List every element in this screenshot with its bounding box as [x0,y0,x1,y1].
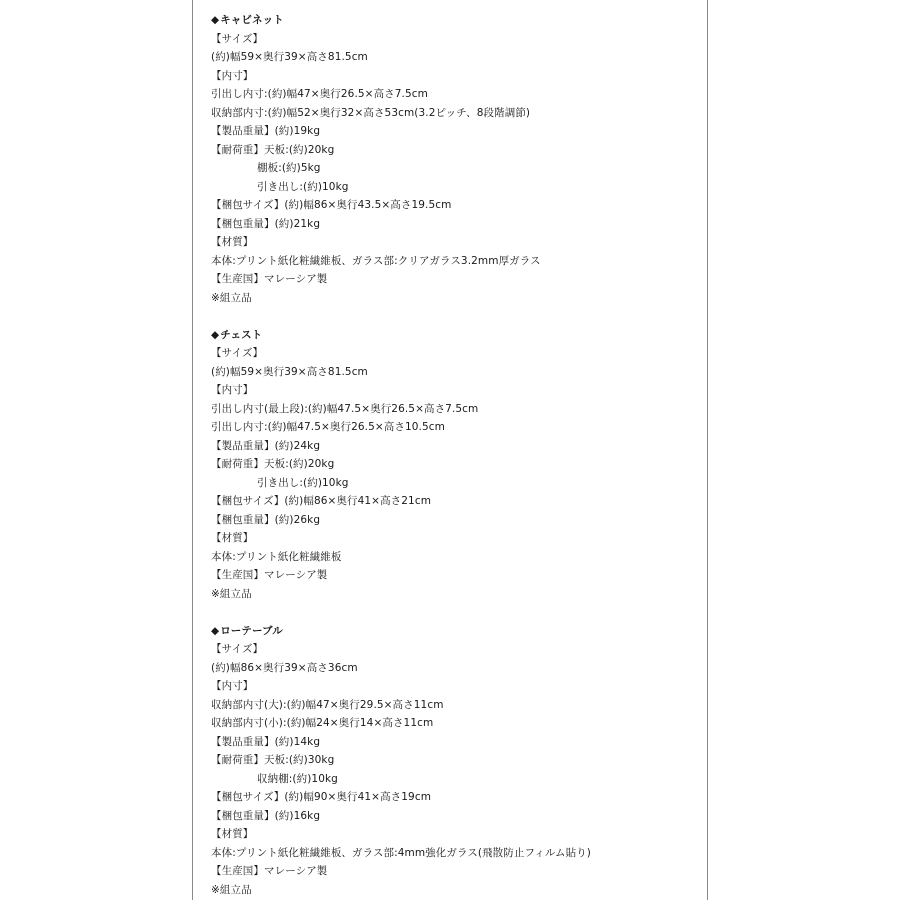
spec-line: 【製品重量】(約)19kg [211,125,321,137]
spec-line: 【梱包重量】(約)26kg [211,513,321,526]
section-title-text: キャビネット [220,14,284,26]
spec-line: 引き出し:(約)10kg [257,476,349,489]
spec-line: 収納部内寸(小):(約)幅24×奥行14×高さ11cm [211,717,434,729]
spec-line: ※組立品 [211,291,252,304]
section-title [211,622,701,641]
spec-line: 【サイズ】 [211,643,264,655]
spec-section [211,622,701,900]
spec-line: 本体:プリント紙化粧繊維板、ガラス部:4mm強化ガラス(飛散防止フィルム貼り) [211,846,591,859]
spec-line: 引出し内寸(最上段):(約)幅47.5×奥行26.5×高さ7.5cm [211,402,479,415]
spec-line: (約)幅86×奥行39×高さ36cm [211,661,358,674]
spec-content [211,11,701,899]
spec-line: 【生産国】マレーシア製 [211,273,328,285]
spec-line: 【製品重量】(約)24kg [211,439,321,452]
spec-section [211,11,701,307]
spec-line: 【耐荷重】天板:(約)20kg [211,143,335,156]
spec-line: 引出し内寸:(約)幅47.5×奥行26.5×高さ10.5cm [211,421,445,433]
diamond-bullet-icon: ◆ [211,328,220,341]
diamond-bullet-icon: ◆ [211,624,220,637]
spec-line: 【サイズ】 [211,32,264,45]
spec-line: 【材質】 [211,236,254,248]
spec-line: 【耐荷重】天板:(約)20kg [211,458,335,470]
spec-line: 【材質】 [211,532,254,544]
spec-line: 棚板:(約)5kg [257,162,321,174]
spec-line: 【製品重量】(約)14kg [211,735,321,748]
spec-line: 【内寸】 [211,384,254,396]
spec-line: 本体:プリント紙化粧繊維板 [211,550,342,563]
spec-line: 【内寸】 [211,680,254,692]
spec-line: 【内寸】 [211,69,254,82]
spec-line: 引き出し:(約)10kg [257,180,349,193]
spec-line: 【材質】 [211,828,254,840]
spec-line: (約)幅59×奥行39×高さ81.5cm [211,365,368,378]
diamond-bullet-icon: ◆ [211,14,220,26]
spec-line: 【生産国】マレーシア製 [211,865,328,877]
spec-line: 【梱包重量】(約)21kg [211,217,321,230]
section-title-text: チェスト [220,328,263,341]
right-border-line [707,0,708,900]
spec-line: ※組立品 [211,587,252,600]
spec-line: 【梱包サイズ】(約)幅90×奥行41×高さ19cm [211,791,432,803]
spec-line: 引出し内寸:(約)幅47×奥行26.5×高さ7.5cm [211,88,428,100]
spec-section [211,326,701,604]
section-title-text: ローテーブル [220,624,283,637]
spec-line: (約)幅59×奥行39×高さ81.5cm [211,51,368,63]
spec-line: 【生産国】マレーシア製 [211,569,328,581]
spec-line: 【梱包サイズ】(約)幅86×奥行43.5×高さ19.5cm [211,199,452,211]
left-border-line [192,0,193,900]
spec-line: 【耐荷重】天板:(約)30kg [211,754,335,766]
spec-line: 【梱包サイズ】(約)幅86×奥行41×高さ21cm [211,495,432,507]
spec-line: 【サイズ】 [211,347,264,359]
spec-line: ※組立品 [211,883,252,896]
section-title [211,11,701,30]
spec-line: 収納部内寸(大):(約)幅47×奥行29.5×高さ11cm [211,698,444,711]
spec-line: 収納棚:(約)10kg [257,772,338,785]
section-title [211,326,701,345]
spec-line: 【梱包重量】(約)16kg [211,809,321,822]
spec-line: 収納部内寸:(約)幅52×奥行32×高さ53cm(3.2ピッチ、8段階調節) [211,106,531,119]
spec-line: 本体:プリント紙化粧繊維板、ガラス部:クリアガラス3.2mm厚ガラス [211,254,541,267]
